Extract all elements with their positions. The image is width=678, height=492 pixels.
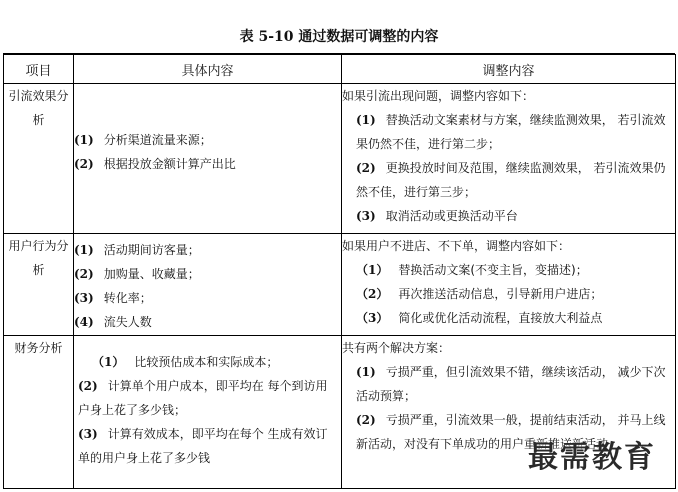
- header-row: [4, 55, 676, 84]
- adjust-cell: [342, 234, 676, 336]
- list-item: (3) 取消活动或更换活动平台: [356, 209, 518, 223]
- table-row: [4, 84, 676, 234]
- watermark-logo: 最需教育: [528, 440, 656, 475]
- list-item: (1) 亏损严重，但引流效果不错，继续该活动， 减少下次活动预算；: [356, 365, 666, 403]
- details-cell: [74, 336, 342, 489]
- list-item: (2) 加购量、收藏量；: [74, 267, 200, 281]
- list-item: (4) 流失人数: [74, 315, 152, 329]
- adjustment-table: [3, 54, 676, 489]
- list-item: （3） 简化或优化活动流程，直接放大利益点: [356, 311, 603, 325]
- list-item: (3) 计算有效成本，即平均在每个 生成有效订单的用户身上花了多少钱: [78, 427, 328, 465]
- row-label: 引流效果分析: [4, 84, 74, 234]
- list-item: (2) 亏损严重，引流效果一般，提前结束活动， 并马上线新活动，对没有下单成功的用户重新推送新活动: [356, 413, 666, 451]
- list-item: (3) 转化率；: [74, 291, 152, 305]
- list-item: (2) 更换投放时间及范围，继续监测效果， 若引流效果仍然不佳，进行第三步；: [356, 161, 666, 199]
- table-row: [4, 234, 676, 336]
- list-item: （2） 再次推送活动信息，引导新用户进店；: [356, 287, 603, 301]
- list-item: (2) 计算单个用户成本，即平均在 每个到访用户身上花了多少钱；: [78, 379, 328, 417]
- header-adjust: 调整内容: [342, 55, 676, 84]
- header-item: 项目: [4, 55, 74, 84]
- adjust-intro: 共有两个解决方案：: [342, 341, 451, 355]
- list-item: (2) 根据投放金额计算产出比: [74, 157, 236, 171]
- adjust-cell: [342, 84, 676, 234]
- adjust-intro: 如果引流出现问题，调整内容如下：: [342, 89, 535, 103]
- header-details: 具体内容: [74, 55, 342, 84]
- list-item: (1) 分析渠道流量来源；: [74, 133, 212, 147]
- row-label: 财务分析: [4, 336, 74, 489]
- list-item: （1） 替换活动文案(不变主旨，变描述)；: [356, 263, 588, 277]
- row-label: 用户行为分析: [4, 234, 74, 336]
- list-item: （1） 比较预估成本和实际成本；: [92, 355, 279, 369]
- list-item: (1) 活动期间访客量；: [74, 243, 200, 257]
- list-item: (1) 替换活动文案素材与方案，继续监测效果， 若引流效果仍然不佳，进行第二步；: [356, 113, 666, 151]
- table-title: 表 5-10 通过数据可调整的内容: [239, 29, 439, 45]
- details-cell: [74, 84, 342, 234]
- details-cell: [74, 234, 342, 336]
- adjust-intro: 如果用户不进店、不下单，调整内容如下：: [342, 239, 571, 253]
